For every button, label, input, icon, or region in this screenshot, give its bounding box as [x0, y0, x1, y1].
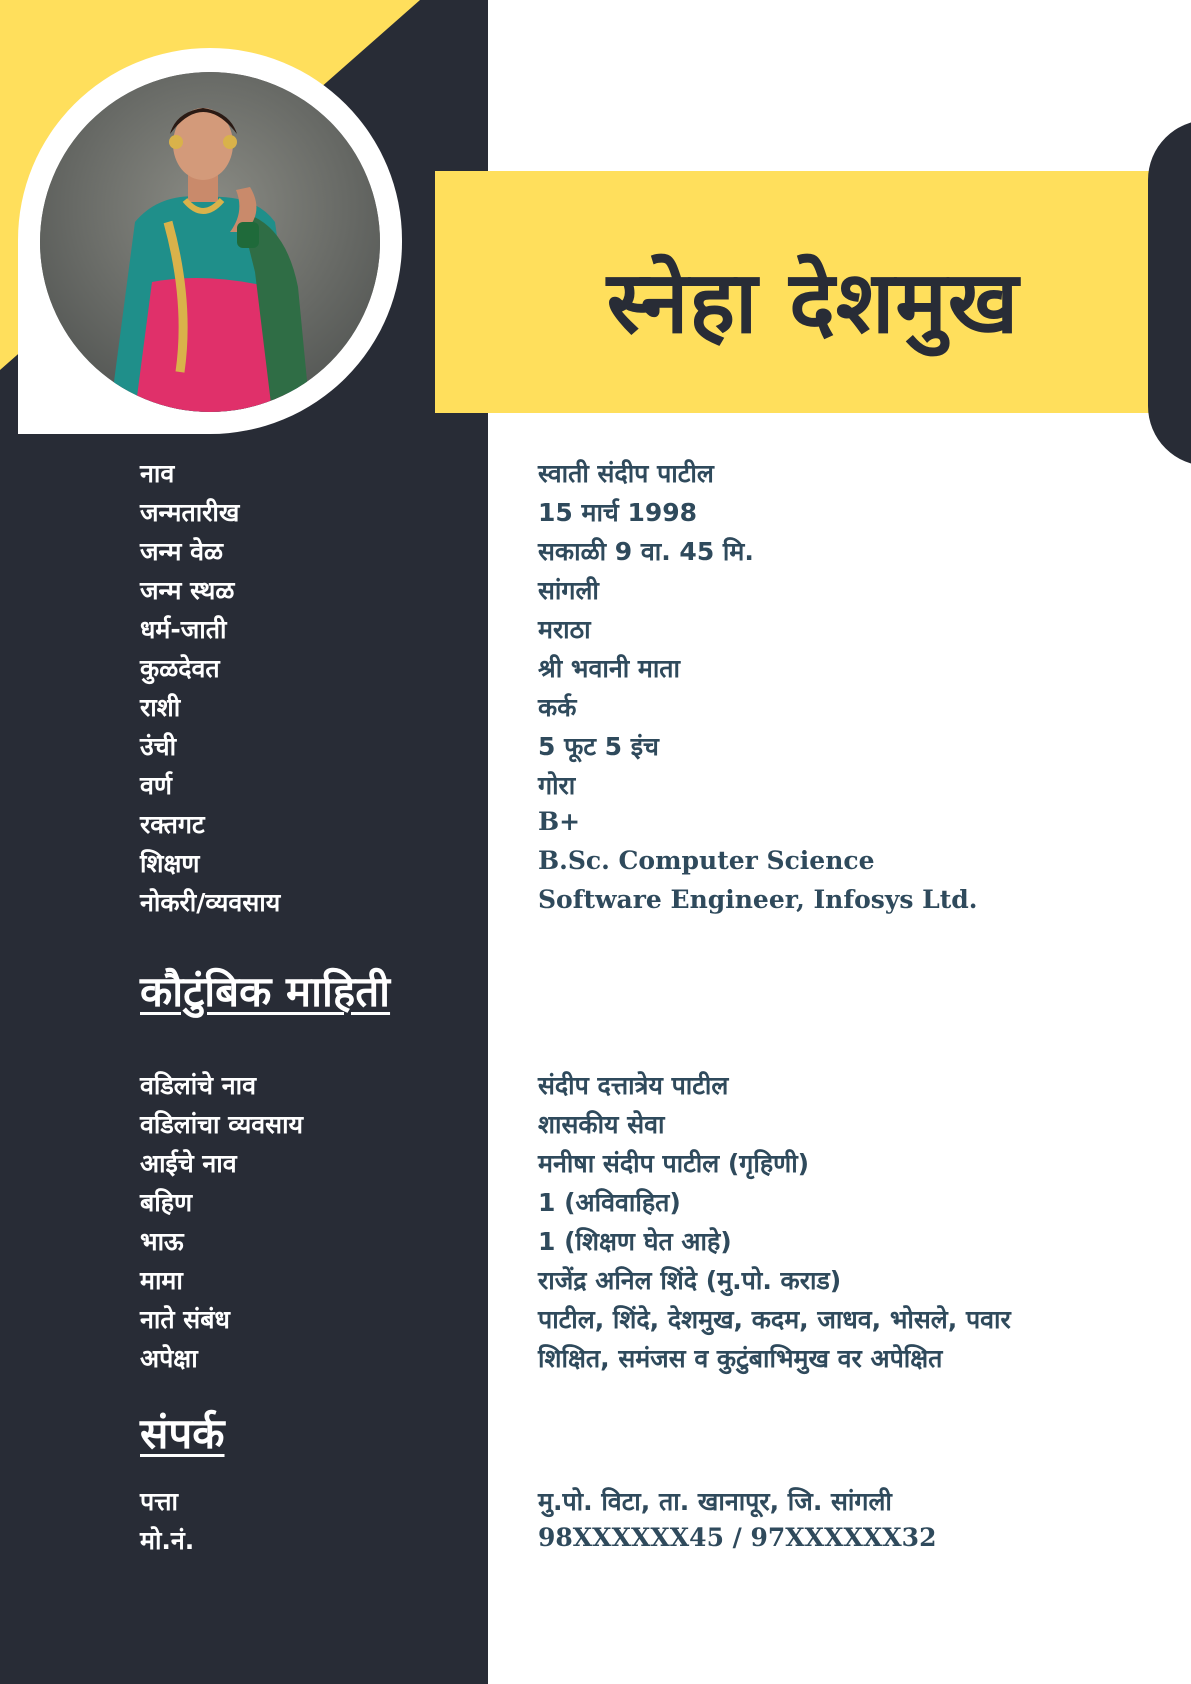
detail-label: उंची: [140, 732, 177, 761]
detail-value: B.Sc. Computer Science: [538, 846, 875, 875]
family-label: अपेक्षा: [140, 1344, 198, 1373]
detail-label: कुळदेवत: [140, 654, 220, 683]
contact-label: पत्ता: [140, 1487, 178, 1516]
detail-label: धर्म-जाती: [140, 615, 227, 644]
detail-label: वर्ण: [140, 771, 172, 800]
detail-value: Software Engineer, Infosys Ltd.: [538, 885, 978, 914]
family-value: 1 (अविवाहित): [538, 1188, 681, 1217]
family-value: शासकीय सेवा: [538, 1110, 665, 1139]
family-label: मामा: [140, 1266, 183, 1295]
corner-tab-decoration: [1148, 120, 1191, 466]
detail-label: जन्म स्थळ: [140, 576, 235, 605]
family-label: वडिलांचे नाव: [140, 1071, 257, 1100]
phone-value: 98XXXXXX45 / 97XXXXXX32: [538, 1523, 937, 1552]
family-label: नाते संबंध: [140, 1305, 230, 1334]
profile-photo: [40, 72, 380, 412]
contact-heading: संपर्क: [140, 1409, 225, 1458]
name-banner: [435, 171, 1191, 413]
detail-label: जन्मतारीख: [140, 498, 240, 527]
family-value: राजेंद्र अनिल शिंदे (मु.पो. कराड): [538, 1266, 842, 1295]
family-value: 1 (शिक्षण घेत आहे): [538, 1227, 732, 1256]
detail-label: शिक्षण: [140, 849, 200, 878]
detail-label: राशी: [140, 693, 181, 722]
detail-value: 15 मार्च 1998: [538, 498, 698, 527]
family-value: शिक्षित, समंजस व कुटुंबाभिमुख वर अपेक्षित: [538, 1344, 943, 1373]
address-value: मु.पो. विटा, ता. खानापूर, जि. सांगली: [538, 1487, 892, 1516]
family-value: मनीषा संदीप पाटील (गृहिणी): [538, 1149, 810, 1178]
detail-value: कर्क: [538, 693, 577, 722]
family-label: वडिलांचा व्यवसाय: [140, 1110, 304, 1139]
detail-value: स्वाती संदीप पाटील: [538, 459, 714, 488]
detail-label: जन्म वेळ: [140, 537, 224, 566]
family-label: आईचे नाव: [140, 1149, 237, 1178]
detail-label: रक्तगट: [140, 810, 205, 839]
family-value: पाटील, शिंदे, देशमुख, कदम, जाधव, भोसले, पवार: [538, 1305, 1011, 1334]
detail-value: गोरा: [538, 771, 576, 800]
contact-label: मो.नं.: [140, 1526, 195, 1555]
detail-value: B+: [538, 807, 581, 836]
detail-value: सांगली: [538, 576, 599, 605]
detail-label: नाव: [140, 459, 175, 488]
detail-value: श्री भवानी माता: [538, 654, 681, 683]
profile-name: स्नेहा देशमुख: [606, 253, 1020, 353]
family-value: संदीप दत्तात्रेय पाटील: [538, 1071, 729, 1100]
detail-value: सकाळी 9 वा. 45 मि.: [538, 537, 754, 566]
family-label: भाऊ: [140, 1227, 184, 1256]
detail-value: मराठा: [538, 615, 591, 644]
detail-label: नोकरी/व्यवसाय: [140, 888, 281, 917]
family-heading: कौटुंबिक माहिती: [140, 967, 391, 1016]
family-label: बहिण: [140, 1188, 193, 1217]
detail-value: 5 फूट 5 इंच: [538, 732, 659, 761]
